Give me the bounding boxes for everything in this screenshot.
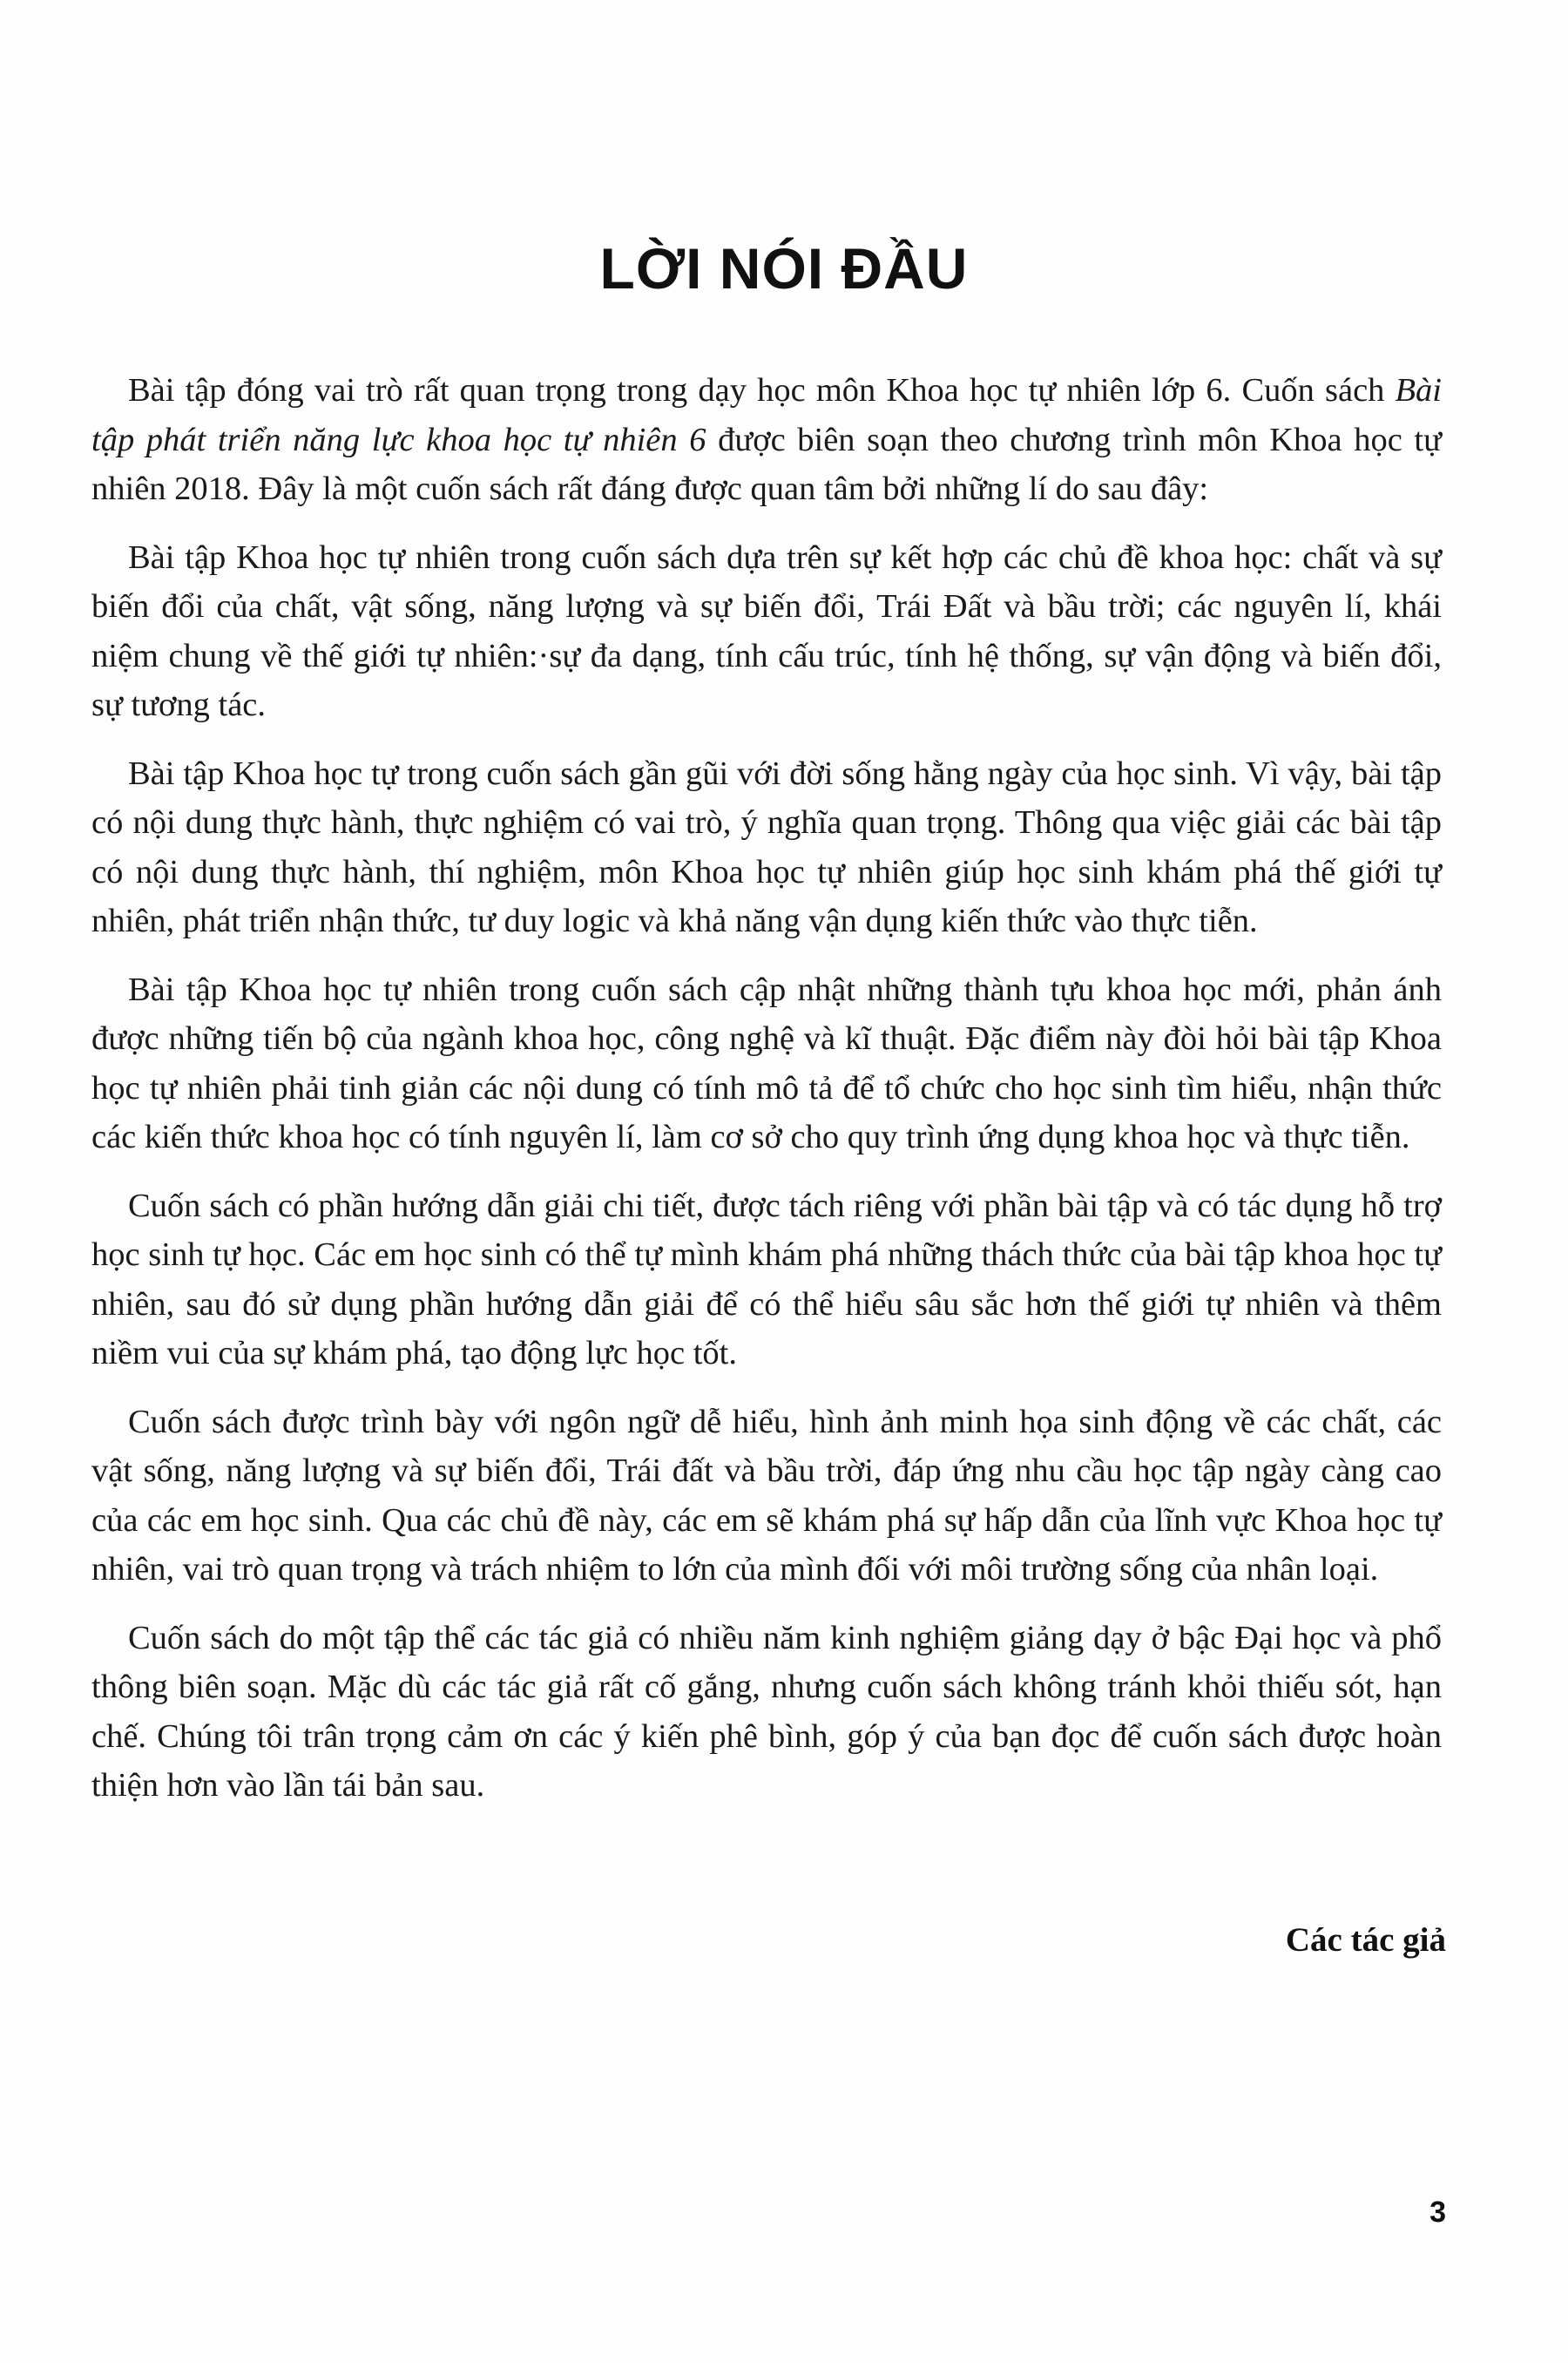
page-number: 3 — [1429, 2196, 1446, 2229]
paragraph-1-text-end: được biên soạn theo chương trình môn Khoa học tự nhiên 2018. Đây là một cuốn sách rất đáng được quan tâm bởi những lí do sau đây: — [91, 421, 1442, 507]
paragraph-6: Cuốn sách được trình bày với ngôn ngữ dễ hiểu, hình ảnh minh họa sinh động về các chất, các vật sống, năng lượng và sự biến đổi, Trái đất và bầu trời, đáp ứng nhu cầu học tập ngày càng cao của các em học sinh. Qua các chủ đề này, các em sẽ khám phá sự hấp dẫn của lĩnh vực Khoa học tự nhiên, vai trò quan trọng và trách nhiệm to lớn của mình đối với môi trường sống của nhân loại. — [91, 1403, 1442, 1588]
page-title: LỜI NÓI ĐẦU — [599, 236, 969, 301]
paragraph-1-text-start: Bài tập đóng vai trò rất quan trọng trong dạy học môn Khoa học tự nhiên lớp 6. Cuốn sách — [128, 372, 1396, 409]
preface-body — [91, 366, 1442, 1830]
paragraph-3: Bài tập Khoa học tự trong cuốn sách gần gũi với đời sống hằng ngày của học sinh. Vì vậy, bài tập có nội dung thực hành, thực nghiệm có vai trò, ý nghĩa quan trọng. Thông qua việc giải các bài tập có nội dung thực hành, thí nghiệm, môn Khoa học tự nhiên giúp học sinh khám phá thế giới tự nhiên, phát triển nhận thức, tư duy logic và khả năng vận dụng kiến thức vào thực tiễn. — [91, 755, 1442, 939]
paragraph-5: Cuốn sách có phần hướng dẫn giải chi tiết, được tách riêng với phần bài tập và có tác dụng hỗ trợ học sinh tự học. Các em học sinh có thể tự mình khám phá những thách thức của bài tập khoa học tự nhiên, sau đó sử dụng phần hướng dẫn giải để có thể hiểu sâu sắc hơn thế giới tự nhiên và thêm niềm vui của sự khám phá, tạo động lực học tốt. — [91, 1187, 1442, 1371]
paragraph-2: Bài tập Khoa học tự nhiên trong cuốn sách dựa trên sự kết hợp các chủ đề khoa học: chất và sự biến đổi của chất, vật sống, năng lượng và sự biến đổi, Trái Đất và bầu trời; các nguyên lí, khái niệm chung về thế giới tự nhiên:·sự đa dạng, tính cấu trúc, tính hệ thống, sự vận động và biến đổi, sự tương tác. — [91, 538, 1442, 723]
paragraph-4: Bài tập Khoa học tự nhiên trong cuốn sách cập nhật những thành tựu khoa học mới, phản ánh được những tiến bộ của ngành khoa học, công nghệ và kĩ thuật. Đặc điểm này đòi hỏi bài tập Khoa học tự nhiên phải tinh giản các nội dung có tính mô tả để tổ chức cho học sinh tìm hiểu, nhận thức các kiến thức khoa học có tính nguyên lí, làm cơ sở cho quy trình ứng dụng khoa học và thực tiễn. — [91, 971, 1442, 1155]
paragraph-7: Cuốn sách do một tập thể các tác giả có nhiều năm kinh nghiệm giảng dạy ở bậc Đại học và phổ thông biên soạn. Mặc dù các tác giả rất cố gắng, nhưng cuốn sách không tránh khỏi thiếu sót, hạn chế. Chúng tôi trân trọng cảm ơn các ý kiến phê bình, góp ý của bạn đọc để cuốn sách được hoàn thiện hơn vào lần tái bản sau. — [91, 1619, 1442, 1804]
signature: Các tác giả — [1285, 1921, 1446, 1959]
book-title-italic: Bài tập phát triển năng lực khoa học tự nhiên 6 — [91, 372, 1442, 458]
paragraph-1 — [91, 366, 1442, 514]
